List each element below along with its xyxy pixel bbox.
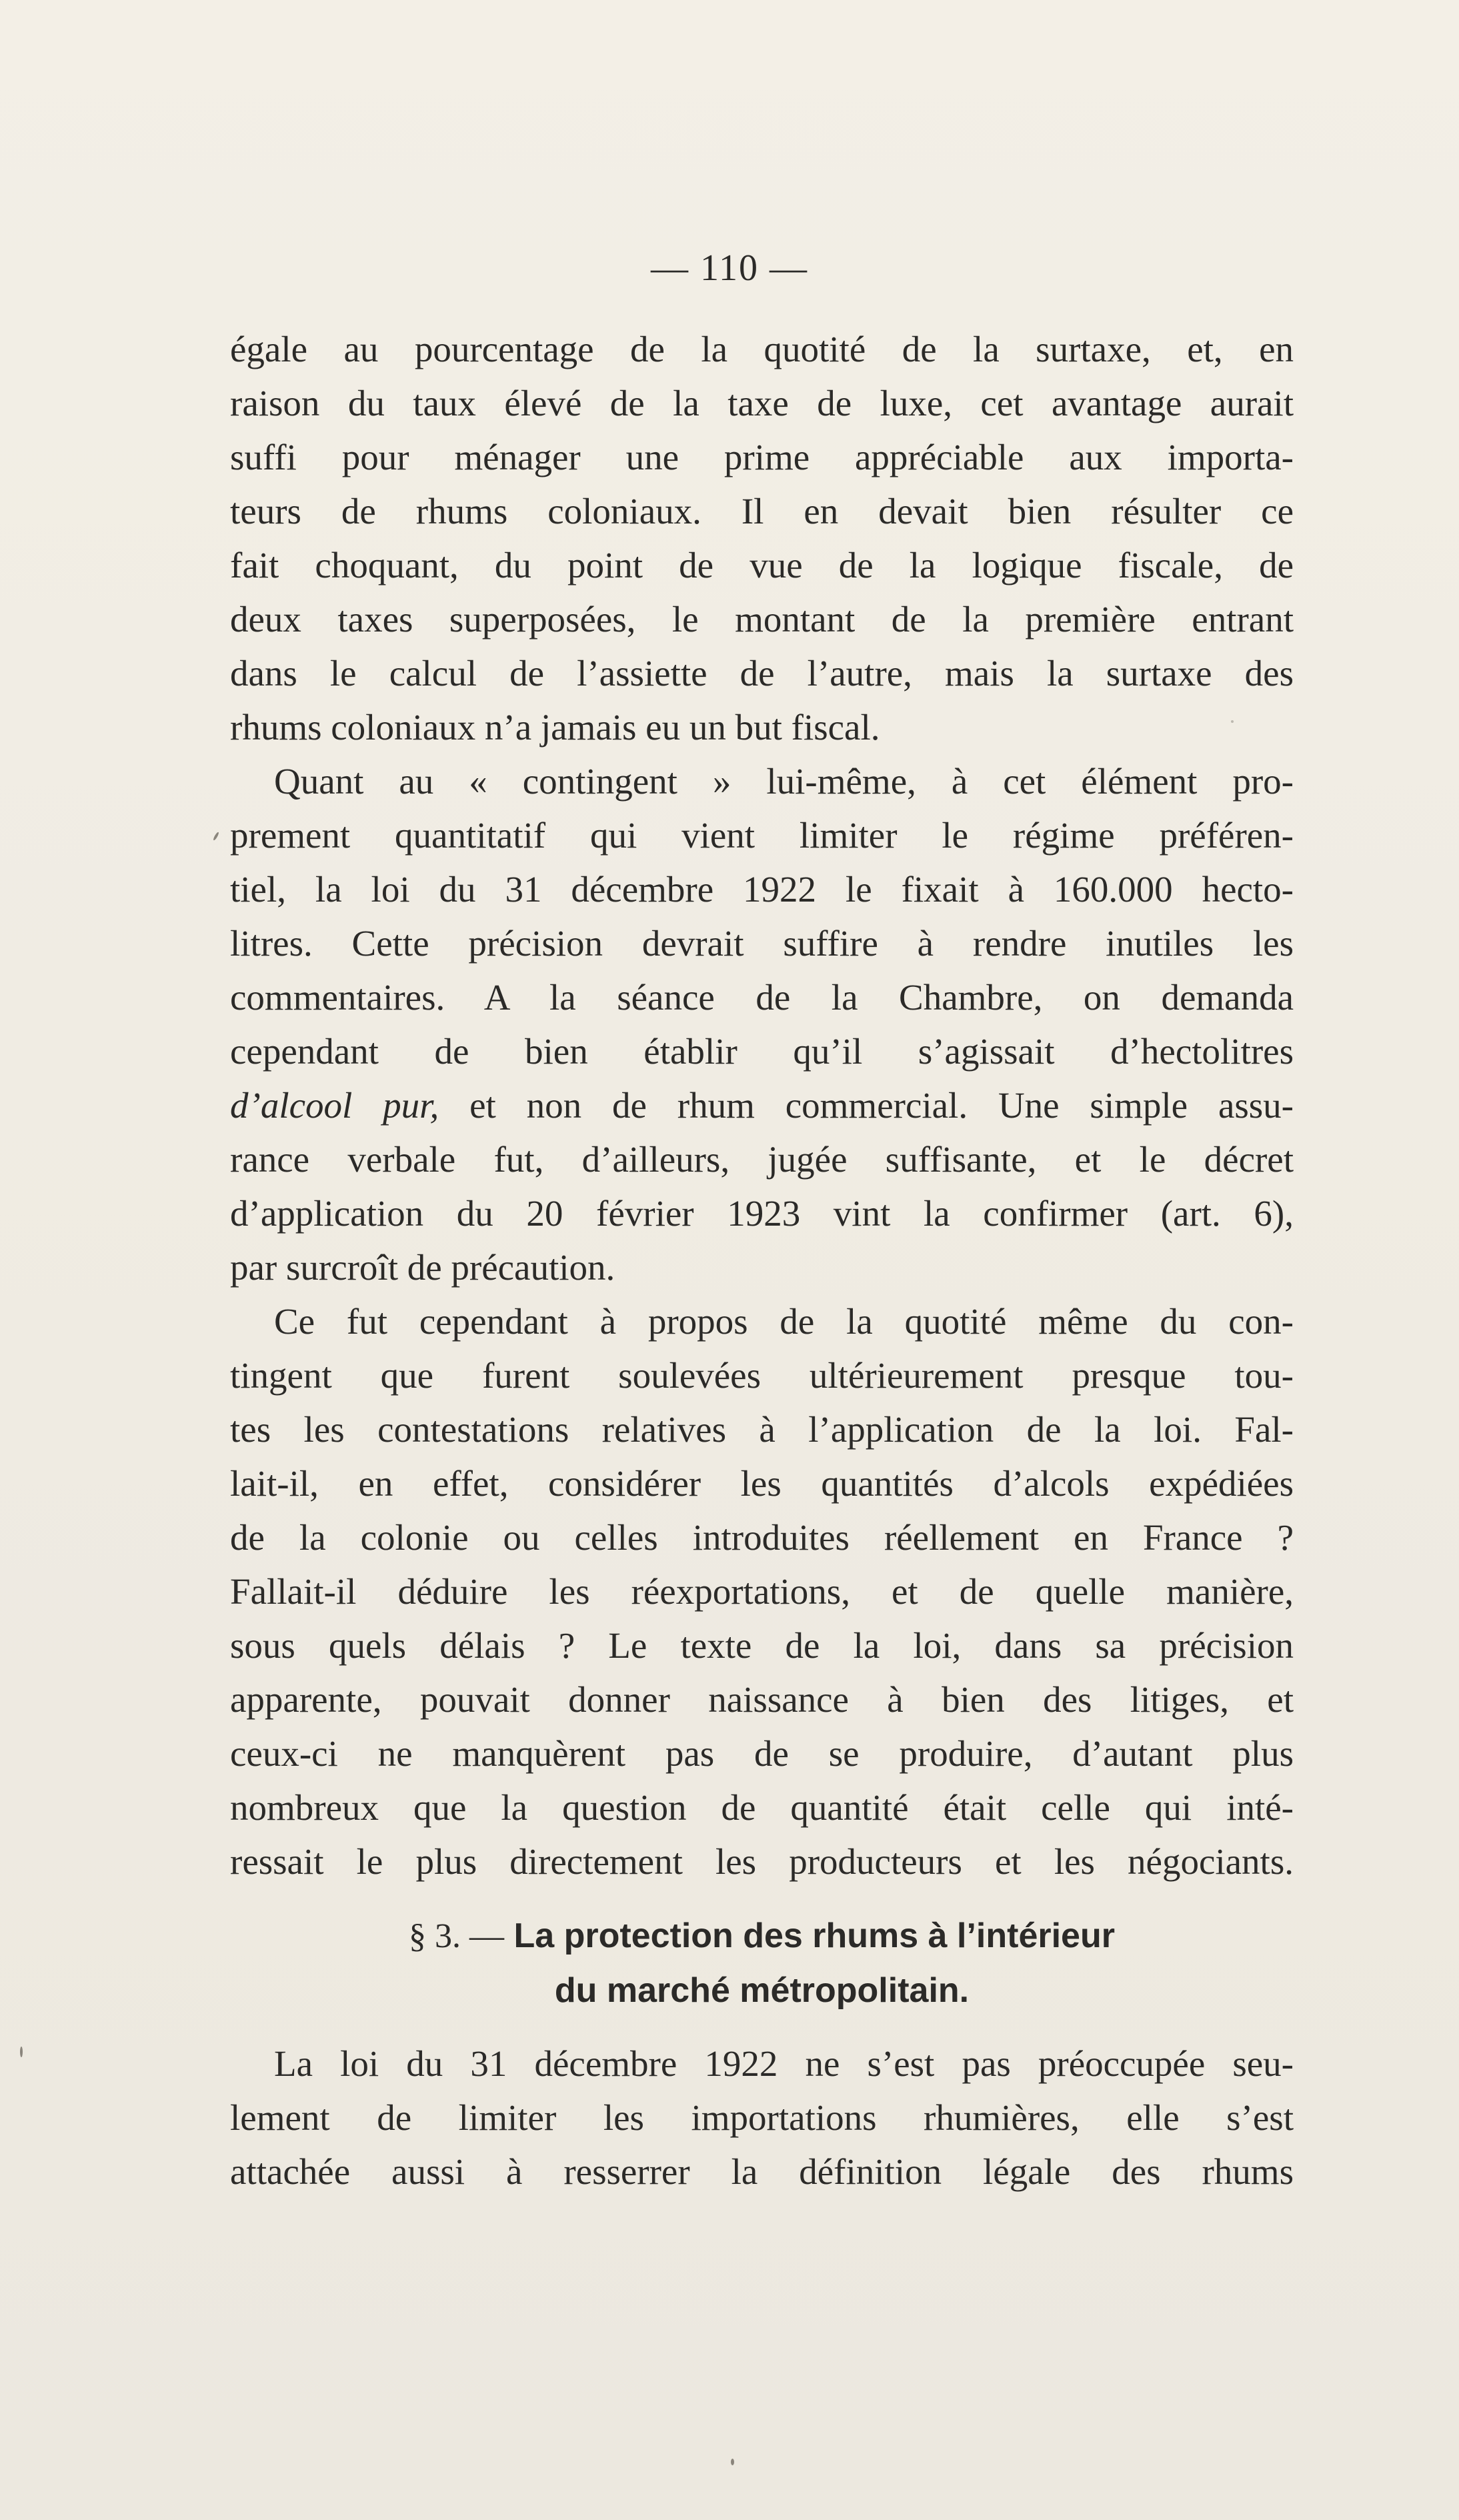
text-line: par surcroît de précaution. [230, 1247, 615, 1288]
main-text-continued [230, 2037, 1294, 2199]
text-line: Quant au « contingent » lui-même, à cet élément pro- [274, 761, 1294, 802]
text-line: dans le calcul de l’assiette de l’autre, mais la surtaxe des [230, 653, 1294, 694]
text-line: rhums coloniaux n’a jamais eu un but fiscal. [230, 707, 880, 748]
paper-speck [731, 2459, 734, 2465]
text-line: prement quantitatif qui vient limiter le régime préféren- [230, 815, 1294, 856]
text-line: nombreux que la question de quantité était celle qui inté- [230, 1787, 1294, 1828]
paragraph-2 [230, 754, 1294, 1294]
text-line: Fallait-il déduire les réexportations, et de quelle manière, [230, 1571, 1294, 1612]
text-line: tes les contestations relatives à l’application de la loi. Fal- [230, 1409, 1294, 1450]
section-heading [230, 1909, 1294, 2018]
text-line: attachée aussi à resserrer la définition légale des rhums [230, 2151, 1294, 2192]
text-line: de la colonie ou celles introduites réellement en France ? [230, 1517, 1294, 1558]
text-line-italic [230, 1078, 1294, 1132]
text-line: cependant de bien établir qu’il s’agissait d’hectolitres [230, 1031, 1294, 1072]
text-line: ressait le plus directement les producteurs et les négociants. [230, 1841, 1294, 1882]
text-line: tiel, la loi du 31 décembre 1922 le fixait à 160.000 hecto- [230, 869, 1294, 910]
text-line: ceux-ci ne manquèrent pas de se produire, d’autant plus [230, 1733, 1294, 1774]
text-line: teurs de rhums coloniaux. Il en devait bien résulter ce [230, 491, 1294, 531]
paragraph-3 [230, 1294, 1294, 1888]
line-rest: et non de rhum commercial. Une simple assu- [439, 1085, 1294, 1126]
section-heading-line-1 [230, 1909, 1294, 1963]
paper-speck [1231, 720, 1234, 723]
text-line: deux taxes superposées, le montant de la première entrant [230, 599, 1294, 640]
section-title-part-1: La protection des rhums à l’intérieur [513, 1917, 1115, 1955]
paper-speck [20, 2047, 23, 2057]
text-line: Ce fut cependant à propos de la quotité même du con- [274, 1301, 1294, 1342]
text-line: lement de limiter les importations rhumières, elle s’est [230, 2097, 1294, 2138]
main-text [230, 322, 1294, 1888]
text-line: fait choquant, du point de vue de la logique fiscale, de [230, 545, 1294, 585]
text-line: d’application du 20 février 1923 vint la confirmer (art. 6), [230, 1193, 1294, 1234]
text-line: raison du taux élevé de la taxe de luxe, cet avantage aurait [230, 383, 1294, 423]
italic-phrase: d’alcool pur, [230, 1085, 439, 1126]
paper-speck [213, 832, 219, 841]
text-line: tingent que furent soulevées ultérieurement presque tou- [230, 1355, 1294, 1396]
section-title-part-2: du marché métropolitain. [554, 1971, 970, 2010]
text-line: commentaires. A la séance de la Chambre, on demanda [230, 977, 1294, 1018]
text-line: rance verbale fut, d’ailleurs, jugée suffisante, et le décret [230, 1139, 1294, 1180]
text-line: égale au pourcentage de la quotité de la surtaxe, et, en [230, 329, 1294, 369]
page-number: — 110 — [651, 247, 808, 289]
paragraph-1 [230, 322, 1294, 754]
text-line: apparente, pouvait donner naissance à bien des litiges, et [230, 1679, 1294, 1720]
text-line: lait-il, en effet, considérer les quantités d’alcols expédiées [230, 1463, 1294, 1504]
text-line: La loi du 31 décembre 1922 ne s’est pas préoccupée seu- [274, 2043, 1294, 2084]
section-symbol: § 3. — [409, 1917, 504, 1955]
text-line: suffi pour ménager une prime appréciable aux importa- [230, 437, 1294, 477]
text-line: sous quels délais ? Le texte de la loi, dans sa précision [230, 1625, 1294, 1666]
text-line: litres. Cette précision devrait suffire à rendre inutiles les [230, 923, 1294, 964]
